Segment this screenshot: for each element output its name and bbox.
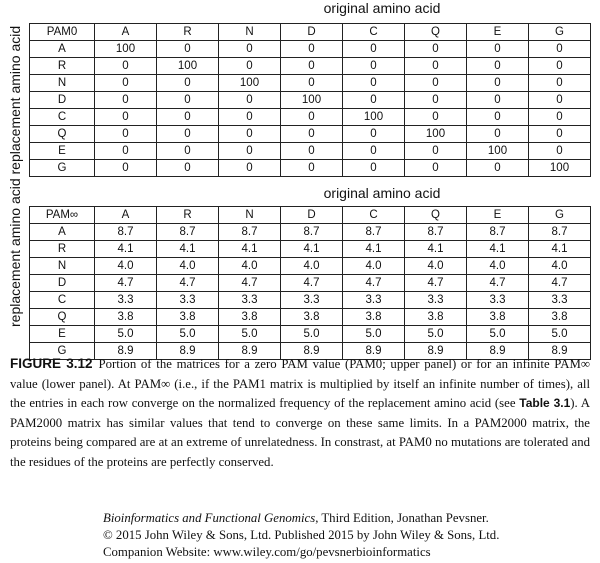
table-cell: 100 <box>281 92 343 109</box>
row-header: N <box>30 258 95 275</box>
table-cell: 4.7 <box>343 275 405 292</box>
table-cell: 3.3 <box>343 292 405 309</box>
row-header: C <box>30 292 95 309</box>
panel1-title: original amino acid <box>323 0 441 16</box>
table-cell: 0 <box>281 160 343 177</box>
table-cell: 3.3 <box>219 292 281 309</box>
footer-citation <box>103 510 499 527</box>
table-cell: 5.0 <box>343 326 405 343</box>
table-cell: 100 <box>343 109 405 126</box>
table-cell: 8.9 <box>157 343 219 360</box>
corner-label: PAM∞ <box>30 207 95 224</box>
row-header: D <box>30 92 95 109</box>
book-footer <box>103 510 499 561</box>
table-cell: 0 <box>343 41 405 58</box>
row-header: R <box>30 58 95 75</box>
table-cell: 0 <box>405 109 467 126</box>
table-cell: 4.1 <box>219 241 281 258</box>
table-row <box>30 92 591 109</box>
table-cell: 3.3 <box>405 292 467 309</box>
table-cell: 0 <box>281 109 343 126</box>
table-row <box>30 292 591 309</box>
table-cell: 4.7 <box>95 275 157 292</box>
table-cell: 4.1 <box>467 241 529 258</box>
column-header: E <box>467 207 529 224</box>
table-cell: 0 <box>219 92 281 109</box>
table-reference: Table 3.1 <box>519 396 571 410</box>
table-cell: 0 <box>281 126 343 143</box>
table-cell: 5.0 <box>405 326 467 343</box>
table-cell: 4.0 <box>529 258 591 275</box>
table-cell: 0 <box>467 160 529 177</box>
table-row <box>30 275 591 292</box>
table-cell: 0 <box>529 143 591 160</box>
table-cell: 0 <box>343 126 405 143</box>
table-cell: 0 <box>529 92 591 109</box>
corner-label: PAM0 <box>30 24 95 41</box>
column-header: N <box>219 24 281 41</box>
table-cell: 8.7 <box>281 224 343 241</box>
table-row <box>30 309 591 326</box>
table-cell: 0 <box>343 143 405 160</box>
table-cell: 4.1 <box>281 241 343 258</box>
table-cell: 0 <box>529 75 591 92</box>
table-cell: 0 <box>219 58 281 75</box>
table-cell: 0 <box>405 160 467 177</box>
table-cell: 100 <box>219 75 281 92</box>
table-cell: 100 <box>529 160 591 177</box>
replacement-axis-label: replacement amino acid replacement amino acid <box>7 25 23 327</box>
table-cell: 3.8 <box>281 309 343 326</box>
table-cell: 0 <box>405 143 467 160</box>
column-header: R <box>157 24 219 41</box>
table-cell: 3.8 <box>219 309 281 326</box>
row-header: Q <box>30 126 95 143</box>
column-header: Q <box>405 207 467 224</box>
table-cell: 0 <box>157 160 219 177</box>
caption-text-start: Portion of the matrices for a zero PAM value (PAM0; upper panel) or for an infinite PAM∞ value (lower panel). At PAM∞ (i.e., if the PAM1 matrix is multiplied by itself an infinite number of times), all the entries in each row converge on the normalized frequency of the replacement amino acid (see <box>10 357 590 410</box>
row-header: E <box>30 326 95 343</box>
table-cell: 4.0 <box>467 258 529 275</box>
table-cell: 8.9 <box>343 343 405 360</box>
table-cell: 3.8 <box>529 309 591 326</box>
row-header: N <box>30 75 95 92</box>
column-header: Q <box>405 24 467 41</box>
table-cell: 0 <box>157 109 219 126</box>
table-cell: 5.0 <box>219 326 281 343</box>
column-header: G <box>529 207 591 224</box>
table-cell: 8.7 <box>95 224 157 241</box>
table-cell: 4.1 <box>343 241 405 258</box>
table-cell: 4.7 <box>281 275 343 292</box>
row-header: G <box>30 343 95 360</box>
table-cell: 4.0 <box>219 258 281 275</box>
column-header: E <box>467 24 529 41</box>
table-cell: 8.9 <box>529 343 591 360</box>
table-cell: 0 <box>405 41 467 58</box>
table-cell: 0 <box>219 109 281 126</box>
table-cell: 0 <box>95 75 157 92</box>
pam0-matrix <box>29 23 591 177</box>
table-cell: 0 <box>467 58 529 75</box>
table-cell: 0 <box>219 41 281 58</box>
table-cell: 8.9 <box>281 343 343 360</box>
column-header: D <box>281 24 343 41</box>
table-cell: 0 <box>157 75 219 92</box>
header-row <box>30 24 591 41</box>
table-cell: 0 <box>529 126 591 143</box>
table-cell: 4.1 <box>95 241 157 258</box>
table-cell: 0 <box>157 41 219 58</box>
row-header: E <box>30 143 95 160</box>
table-cell: 4.1 <box>157 241 219 258</box>
table-cell: 3.8 <box>343 309 405 326</box>
table-cell: 3.8 <box>467 309 529 326</box>
column-header: N <box>219 207 281 224</box>
footer-copyright: © 2015 John Wiley & Sons, Ltd. Published 2015 by John Wiley & Sons, Ltd. <box>103 528 500 542</box>
table-cell: 4.7 <box>157 275 219 292</box>
table-cell: 8.9 <box>405 343 467 360</box>
table-cell: 3.3 <box>281 292 343 309</box>
column-header: R <box>157 207 219 224</box>
table-cell: 0 <box>157 92 219 109</box>
row-header: R <box>30 241 95 258</box>
table-cell: 0 <box>529 109 591 126</box>
row-header: Q <box>30 309 95 326</box>
table-cell: 8.9 <box>219 343 281 360</box>
table-row <box>30 326 591 343</box>
table-cell: 3.3 <box>95 292 157 309</box>
row-header: A <box>30 224 95 241</box>
table-cell: 0 <box>343 58 405 75</box>
table-cell: 3.8 <box>157 309 219 326</box>
column-header: G <box>529 24 591 41</box>
table-cell: 0 <box>529 58 591 75</box>
table-cell: 3.3 <box>529 292 591 309</box>
table-cell: 8.7 <box>405 224 467 241</box>
panel2-title: original amino acid <box>323 185 441 201</box>
book-title: Bioinformatics and Functional Genomics <box>103 511 316 525</box>
table-cell: 0 <box>95 58 157 75</box>
table-cell: 3.3 <box>467 292 529 309</box>
table-cell: 4.1 <box>529 241 591 258</box>
header-row <box>30 207 591 224</box>
table-cell: 8.7 <box>529 224 591 241</box>
table-cell: 0 <box>95 143 157 160</box>
footer-website: Companion Website: www.wiley.com/go/pevsnerbioinformatics <box>103 545 431 559</box>
table-row <box>30 143 591 160</box>
table-cell: 8.7 <box>157 224 219 241</box>
table-cell: 0 <box>467 109 529 126</box>
table-row <box>30 241 591 258</box>
table-cell: 0 <box>343 92 405 109</box>
row-header: A <box>30 41 95 58</box>
column-header: A <box>95 207 157 224</box>
table-cell: 0 <box>467 92 529 109</box>
table-cell: 0 <box>95 92 157 109</box>
table-cell: 5.0 <box>95 326 157 343</box>
table-cell: 4.0 <box>95 258 157 275</box>
row-header: D <box>30 275 95 292</box>
table-cell: 3.8 <box>405 309 467 326</box>
table-row <box>30 75 591 92</box>
table-cell: 0 <box>95 160 157 177</box>
table-cell: 4.0 <box>405 258 467 275</box>
table-cell: 100 <box>405 126 467 143</box>
table-cell: 4.7 <box>219 275 281 292</box>
paminf-matrix <box>29 206 591 360</box>
table-cell: 4.7 <box>467 275 529 292</box>
table-cell: 0 <box>95 126 157 143</box>
figure-caption <box>10 354 590 472</box>
table-cell: 0 <box>343 160 405 177</box>
table-cell: 4.7 <box>529 275 591 292</box>
table-cell: 8.9 <box>467 343 529 360</box>
row-header: C <box>30 109 95 126</box>
table-cell: 3.3 <box>157 292 219 309</box>
table-cell: 4.0 <box>157 258 219 275</box>
table-row <box>30 258 591 275</box>
table-cell: 0 <box>281 58 343 75</box>
table-cell: 100 <box>467 143 529 160</box>
table-cell: 0 <box>529 41 591 58</box>
table-cell: 0 <box>343 75 405 92</box>
table-cell: 5.0 <box>529 326 591 343</box>
table-cell: 8.7 <box>343 224 405 241</box>
table-cell: 0 <box>157 143 219 160</box>
table-cell: 0 <box>405 75 467 92</box>
table-cell: 0 <box>95 109 157 126</box>
table-cell: 5.0 <box>467 326 529 343</box>
table-cell: 0 <box>219 126 281 143</box>
table-row <box>30 126 591 143</box>
column-header: D <box>281 207 343 224</box>
table-cell: 8.7 <box>219 224 281 241</box>
table-cell: 0 <box>467 126 529 143</box>
table-cell: 0 <box>281 41 343 58</box>
table-cell: 100 <box>95 41 157 58</box>
table-cell: 5.0 <box>157 326 219 343</box>
table-cell: 4.7 <box>405 275 467 292</box>
table-row <box>30 58 591 75</box>
table-cell: 0 <box>157 126 219 143</box>
table-cell: 0 <box>219 160 281 177</box>
figure-label: FIGURE 3.12 <box>10 356 93 371</box>
table-cell: 4.1 <box>405 241 467 258</box>
table-cell: 100 <box>157 58 219 75</box>
table-cell: 4.0 <box>281 258 343 275</box>
table-row <box>30 224 591 241</box>
table-cell: 5.0 <box>281 326 343 343</box>
table-cell: 0 <box>281 75 343 92</box>
table-cell: 4.0 <box>343 258 405 275</box>
caption-text-end: ). A PAM2000 matrix has similar values that tend to converge on these same limits. In a PAM2000 matrix, the proteins being compared are at an extreme of unrelatedness. In constrast, at PAM0 no mutations are tolerated and the residues of the proteins are perfectly conserved. <box>10 396 590 469</box>
table-row <box>30 41 591 58</box>
table-cell: 3.8 <box>95 309 157 326</box>
table-cell: 0 <box>467 41 529 58</box>
column-header: A <box>95 24 157 41</box>
column-header: C <box>343 24 405 41</box>
table-cell: 8.9 <box>95 343 157 360</box>
table-cell: 0 <box>219 143 281 160</box>
column-header: C <box>343 207 405 224</box>
row-header: G <box>30 160 95 177</box>
table-row <box>30 109 591 126</box>
table-cell: 0 <box>405 92 467 109</box>
table-cell: 8.7 <box>467 224 529 241</box>
book-edition: , Third Edition, Jonathan Pevsner. <box>315 511 489 525</box>
table-cell: 0 <box>405 58 467 75</box>
table-cell: 0 <box>467 75 529 92</box>
table-row <box>30 160 591 177</box>
table-cell: 0 <box>281 143 343 160</box>
